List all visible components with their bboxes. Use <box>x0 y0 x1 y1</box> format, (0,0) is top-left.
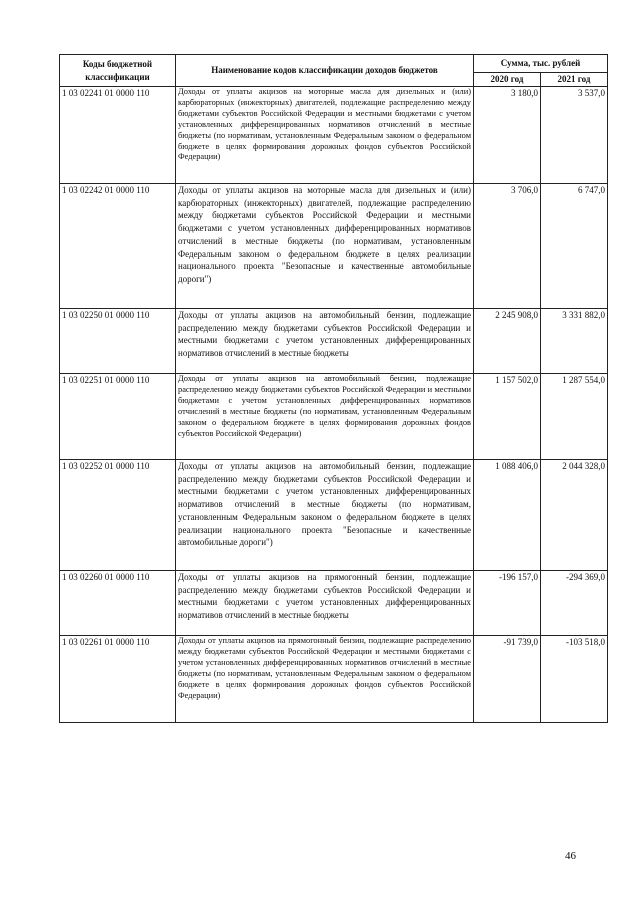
budget-revenue-table <box>59 54 608 723</box>
header-name: Наименование кодов классификации доходов бюджетов <box>176 55 474 87</box>
row-value-2020: 1 088 406,0 <box>474 460 541 571</box>
row-value-2021: 3 537,0 <box>541 87 608 184</box>
row-value-2020: 3 706,0 <box>474 184 541 309</box>
table-row <box>60 460 608 571</box>
header-year-2020: 2020 год <box>474 73 541 87</box>
row-value-2021: 6 747,0 <box>541 184 608 309</box>
table-row <box>60 87 608 184</box>
row-value-2020: -91 739,0 <box>474 636 541 723</box>
page-number: 46 <box>565 850 576 862</box>
row-name: Доходы от уплаты акцизов на моторные масла для дизельных и (или) карбюраторных (инжекторных) двигателей, подлежащие распределению между бюджетами субъектов Российской Федерации и местными бюджетами с учетом установленных дифференцированных нормативов отчислений в местные бюджеты (по нормативам, установленным Федеральным законом о федеральном бюджете в целях реализации национального проекта "Безопасные и качественные автомобильные дороги") <box>176 184 474 309</box>
row-name: Доходы от уплаты акцизов на автомобильный бензин, подлежащие распределению между бюджетами субъектов Российской Федерации и местными бюджетами с учетом установленных дифференцированных нормативов отчислений в местные бюджеты (по нормативам, установленным Федеральным законом о федеральном бюджете в целях формирования дорожных фондов субъектов Российской Федерации) <box>176 374 474 460</box>
row-value-2021: 1 287 554,0 <box>541 374 608 460</box>
row-value-2021: 3 331 882,0 <box>541 309 608 374</box>
row-value-2021: -294 369,0 <box>541 571 608 636</box>
row-code: 1 03 02252 01 0000 110 <box>60 460 176 571</box>
row-code: 1 03 02241 01 0000 110 <box>60 87 176 184</box>
row-value-2020: 2 245 908,0 <box>474 309 541 374</box>
table-row <box>60 636 608 723</box>
table-row <box>60 571 608 636</box>
row-name: Доходы от уплаты акцизов на моторные масла для дизельных и (или) карбюраторных (инжекторных) двигателей, подлежащие распределению между бюджетами субъектов Российской Федерации и местными бюджетами с учетом установленных дифференцированных нормативов отчислений в местные бюджеты (по нормативам, установленным Федеральным законом о федеральном бюджете в целях формирования дорожных фондов субъектов Российской Федерации) <box>176 87 474 184</box>
row-code: 1 03 02260 01 0000 110 <box>60 571 176 636</box>
row-code: 1 03 02250 01 0000 110 <box>60 309 176 374</box>
row-value-2020: 1 157 502,0 <box>474 374 541 460</box>
row-name: Доходы от уплаты акцизов на автомобильный бензин, подлежащие распределению между бюджетами субъектов Российской Федерации и местными бюджетами с учетом установленных дифференцированных нормативов отчислений в местные бюджеты <box>176 309 474 374</box>
header-sum: Сумма, тыс. рублей <box>474 55 608 73</box>
table-row <box>60 184 608 309</box>
row-name: Доходы от уплаты акцизов на прямогонный бензин, подлежащие распределению между бюджетами субъектов Российской Федерации и местными бюджетами с учетом установленных дифференцированных нормативов отчислений в местные бюджеты <box>176 571 474 636</box>
header-code: Коды бюджетной классификации <box>60 55 176 87</box>
row-name: Доходы от уплаты акцизов на прямогонный бензин, подлежащие распределению между бюджетами субъектов Российской Федерации и местными бюджетами с учетом установленных дифференцированных нормативов отчислений в местные бюджеты (по нормативам, установленным Федеральным законом о федеральном бюджете в целях формирования дорожных фондов субъектов Российской Федерации) <box>176 636 474 723</box>
table-row <box>60 309 608 374</box>
row-code: 1 03 02242 01 0000 110 <box>60 184 176 309</box>
row-code: 1 03 02261 01 0000 110 <box>60 636 176 723</box>
row-name: Доходы от уплаты акцизов на автомобильный бензин, подлежащие распределению между бюджетами субъектов Российской Федерации и местными бюджетами с учетом установленных дифференцированных нормативов отчислений в местные бюджеты (по нормативам, установленным Федеральным законом о федеральном бюджете в целях реализации национального проекта "Безопасные и качественные автомобильные дороги") <box>176 460 474 571</box>
row-value-2020: -196 157,0 <box>474 571 541 636</box>
row-code: 1 03 02251 01 0000 110 <box>60 374 176 460</box>
row-value-2021: -103 518,0 <box>541 636 608 723</box>
table-header-row <box>60 55 608 73</box>
header-year-2021: 2021 год <box>541 73 608 87</box>
row-value-2020: 3 180,0 <box>474 87 541 184</box>
table-row <box>60 374 608 460</box>
row-value-2021: 2 044 328,0 <box>541 460 608 571</box>
